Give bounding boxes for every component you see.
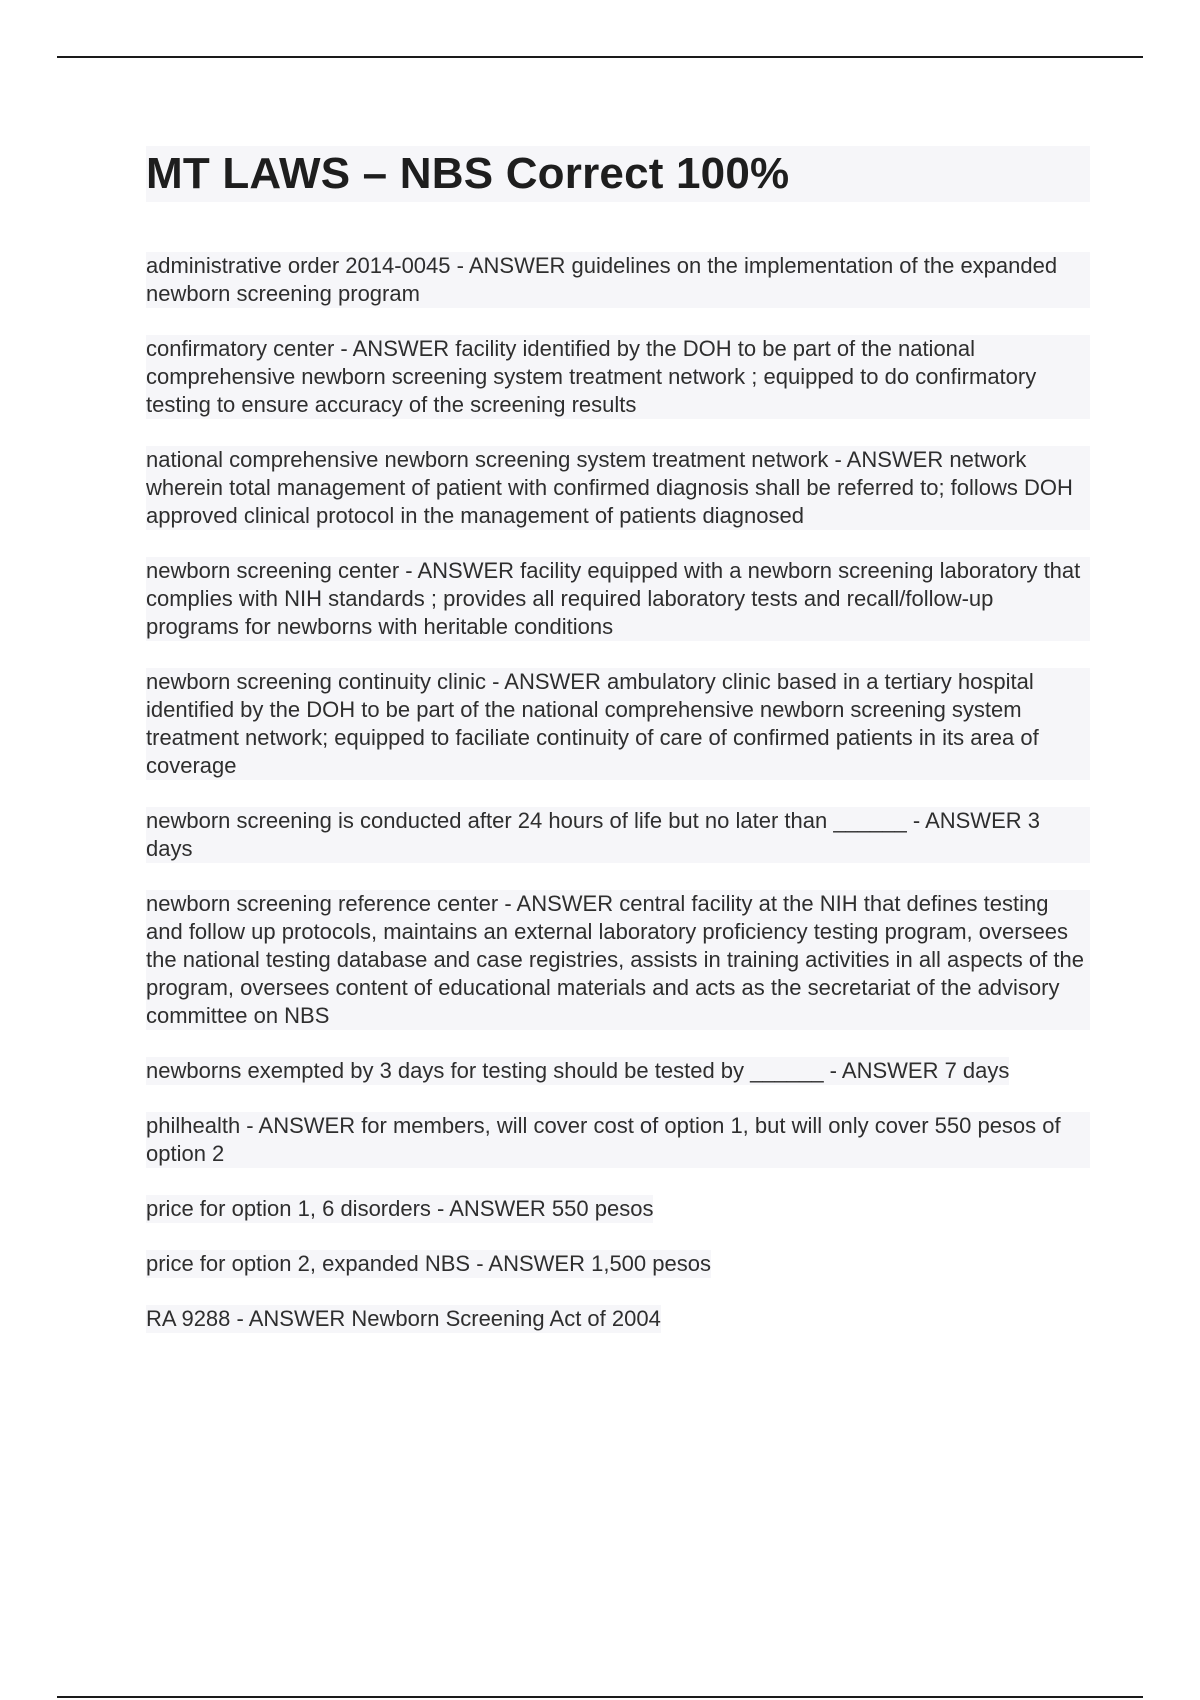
top-rule [57,56,1143,58]
page-title: MT LAWS – NBS Correct 100% [146,149,790,198]
entry-ra-9288: RA 9288 - ANSWER Newborn Screening Act of 2004 [146,1306,661,1331]
entry-treatment-network: national comprehensive newborn screening system treatment network - ANSWER network wherein total management of patient with confirmed diagnosis shall be referred to; follows DOH approved clinical protocol in the management of patients diagnosed [146,446,1090,530]
title-band [146,146,1090,202]
entry-administrative-order: administrative order 2014-0045 - ANSWER guidelines on the implementation of the expanded newborn screening program [146,252,1090,308]
bottom-rule [57,1696,1143,1698]
entry-exempted-newborns: newborns exempted by 3 days for testing should be tested by ______ - ANSWER 7 days [146,1058,1010,1083]
entry-price-option-2: price for option 2, expanded NBS - ANSWER 1,500 pesos [146,1251,711,1276]
entry-confirmatory-center: confirmatory center - ANSWER facility identified by the DOH to be part of the national comprehensive newborn screening system treatment network ; equipped to do confirmatory testing to ensure accuracy of the screening results [146,335,1090,419]
entry-continuity-clinic: newborn screening continuity clinic - ANSWER ambulatory clinic based in a tertiary hospital identified by the DOH to be part of the national comprehensive newborn screening system treatment network; equipped to faciliate continuity of care of confirmed patients in its area of coverage [146,668,1090,780]
entry-philhealth: philhealth - ANSWER for members, will cover cost of option 1, but will only cover 550 pesos of option 2 [146,1112,1090,1168]
document-body [146,146,1090,1360]
entry-price-option-1: price for option 1, 6 disorders - ANSWER 550 pesos [146,1196,654,1221]
entry-reference-center: newborn screening reference center - ANSWER central facility at the NIH that defines testing and follow up protocols, maintains an external laboratory proficiency testing program, oversees the national testing database and case registries, assists in training activities in all aspects of the program, oversees content of educational materials and acts as the secretariat of the advisory committee on NBS [146,890,1090,1030]
entry-screening-center: newborn screening center - ANSWER facility equipped with a newborn screening laboratory that complies with NIH standards ; provides all required laboratory tests and recall/follow-up programs for newborns with heritable conditions [146,557,1090,641]
entry-list [146,252,1090,1333]
entry-screening-timing: newborn screening is conducted after 24 hours of life but no later than ______ - ANSWER 3 days [146,807,1090,863]
